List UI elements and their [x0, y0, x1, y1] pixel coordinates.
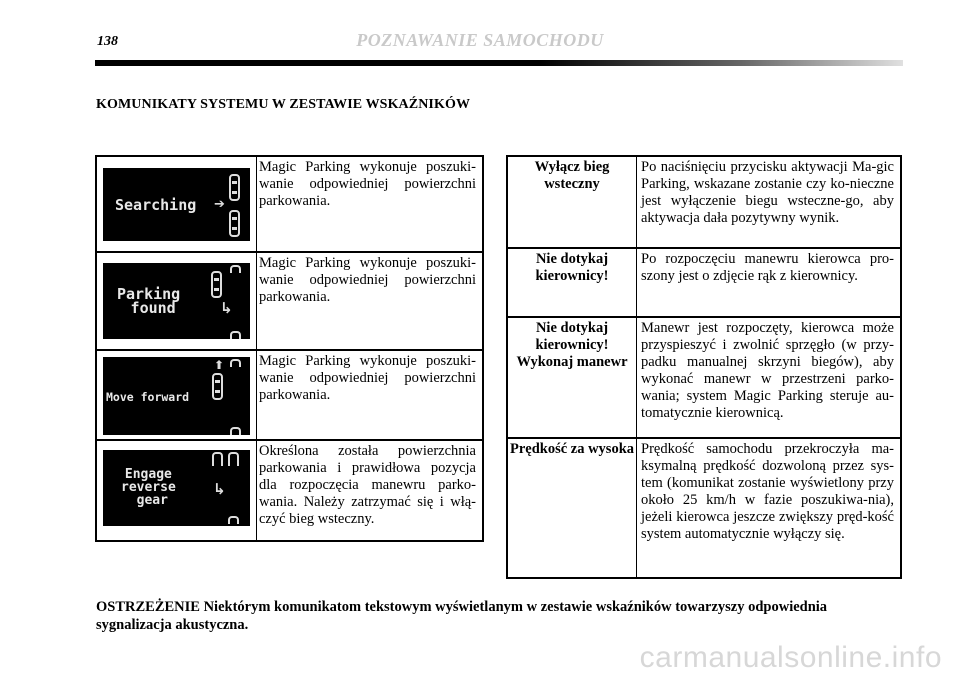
message-label: Nie dotykaj kierownicy!	[535, 251, 609, 284]
lcd-text: Searching	[115, 196, 197, 214]
car-icon	[228, 516, 239, 524]
header-rule	[95, 60, 903, 66]
column-divider	[636, 249, 637, 318]
lcd-text: Move forward	[106, 390, 190, 404]
car-icon	[228, 452, 239, 466]
lcd-screen	[103, 450, 250, 526]
message-row	[508, 437, 900, 579]
column-divider	[636, 157, 637, 247]
message-label: Wyłącz bieg wsteczny	[534, 159, 610, 192]
message-description: Prędkość samochodu przekroczyła ma-ksymalną prędkość dozwoloną przez sys-tem (komunikat zostanie wyświetlony przy około 25 km/h w fazie poszukiwa-nia), jeżeli kierowca jeszcze zwiększy pręd-kość system automatycznie wyłączy się.	[641, 441, 894, 542]
display-row-move-forward	[97, 349, 482, 441]
display-row-searching	[97, 157, 482, 251]
display-row-parking-found	[97, 251, 482, 351]
running-header: POZNAWANIE SAMOCHODU	[356, 30, 604, 50]
message-row	[508, 157, 900, 247]
display-row-engage-reverse	[97, 439, 482, 542]
car-icon	[211, 271, 222, 298]
display-description: Magic Parking wykonuje poszuki-wanie odpowiedniej powierzchni parkowania.	[259, 353, 476, 403]
display-image-cell	[97, 441, 257, 542]
display-messages-table	[95, 155, 484, 542]
display-image-cell	[97, 157, 257, 251]
car-icon	[212, 373, 223, 400]
lcd-screen	[103, 263, 250, 339]
column-divider	[636, 318, 637, 439]
car-icon	[229, 174, 240, 201]
lcd-screen	[103, 168, 250, 241]
message-description: Manewr jest rozpoczęty, kierowca może przyspieszyć i zwolnić sprzęgło (w przy-padku manualnej skrzyni biegów), aby wykonać manewr w przestrzeni parko-wania; system Magic Parking steruje au-tomatycznie kierownicą.	[641, 320, 894, 421]
lcd-screen	[103, 357, 250, 435]
arrow-turn-icon: ↳	[213, 480, 226, 498]
car-icon	[230, 331, 241, 339]
lcd-text: Engage reverse gear	[121, 467, 176, 508]
section-title: KOMUNIKATY SYSTEMU W ZESTAWIE WSKAŹNIKÓW	[96, 97, 471, 112]
arrow-right-icon: ➔	[214, 197, 225, 212]
car-icon	[212, 452, 223, 466]
display-description: Magic Parking wykonuje poszuki-wanie odpowiedniej powierzchni parkowania.	[259, 159, 476, 209]
message-row	[508, 247, 900, 318]
warning-note: OSTRZEŻENIE Niektórym komunikatom tekstowym wyświetlanym w zestawie wskaźników towarzyszy odpowiednia sygnalizacja akustyczna.	[96, 599, 828, 633]
text-messages-table	[506, 155, 902, 579]
page-number: 138	[97, 34, 118, 49]
watermark: carmanualsonline.info	[639, 641, 942, 674]
arrow-up-icon: ⬆	[214, 358, 225, 372]
message-description: Po naciśnięciu przycisku aktywacji Ma-gic Parking, wskazane zostanie czy ko-nieczne jest wyłączenie biegu wsteczne-go, aby aktywacja dała pozytywny wynik.	[641, 159, 894, 226]
car-icon	[230, 359, 241, 367]
display-description: Magic Parking wykonuje poszuki-wanie odpowiedniej powierzchni parkowania.	[259, 255, 476, 305]
arrow-turn-icon: ↳	[220, 299, 233, 317]
car-icon	[229, 210, 240, 237]
message-row	[508, 316, 900, 439]
message-label: Prędkość za wysoka	[509, 441, 635, 457]
column-divider	[636, 439, 637, 579]
message-description: Po rozpoczęciu manewru kierowca pro-szony jest o zdjęcie rąk z kierownicy.	[641, 251, 894, 284]
display-image-cell	[97, 253, 257, 351]
lcd-text: Parking found	[117, 285, 181, 317]
display-description: Określona została powierzchnia parkowania i prawidłowa pozycja dla rozpoczęcia manewru parko-wania. Należy zatrzymać się i włą-czyć bieg wsteczny.	[259, 443, 476, 527]
display-image-cell	[97, 351, 257, 441]
car-icon	[230, 265, 241, 273]
car-icon	[230, 427, 241, 435]
message-label: Nie dotykaj kierownicy! Wykonaj manewr	[516, 320, 628, 370]
